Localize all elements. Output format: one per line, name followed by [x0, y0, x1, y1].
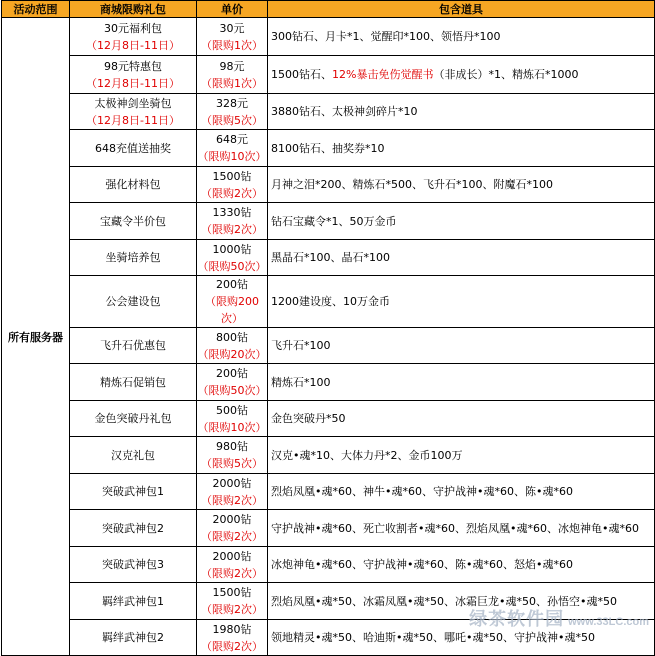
pack-name: 30元福利包	[104, 21, 162, 35]
pack-name: 突破武神包3	[102, 558, 164, 571]
pack-name-cell	[70, 364, 197, 401]
price-value: 1500钻	[212, 169, 252, 183]
items-cell	[268, 276, 655, 328]
items-text: （非成长）*1、精炼石*1000	[433, 68, 579, 81]
price-value: 800钻	[216, 330, 248, 344]
pack-name-cell	[70, 203, 197, 240]
price-value: 1500钻	[212, 586, 252, 599]
purchase-limit: （限购10次）	[197, 150, 267, 163]
table-row	[2, 364, 655, 401]
pack-name-cell	[70, 474, 197, 510]
table-row	[2, 510, 655, 547]
price-value: 98元	[219, 59, 245, 73]
purchase-limit: （限购2次）	[201, 223, 263, 236]
price-cell	[197, 510, 268, 547]
pack-name: 公会建设包	[105, 295, 161, 308]
purchase-limit: （限购2次）	[201, 603, 263, 616]
price-cell	[197, 437, 268, 474]
pack-name-cell	[70, 437, 197, 474]
pack-name-cell	[70, 130, 197, 167]
purchase-limit: （限购1次）	[201, 38, 263, 52]
purchase-limit: （限购2次）	[201, 566, 263, 580]
watermark-main: 绿茶软件园	[469, 609, 565, 629]
price-cell	[197, 401, 268, 437]
items-text: 领地精灵•魂*50、哈迪斯•魂*50、哪吒•魂*50、守护战神•魂*50	[271, 631, 595, 644]
items-cell	[268, 547, 655, 583]
header-items: 包含道具	[268, 1, 655, 18]
pack-name: 宝藏令半价包	[100, 214, 166, 228]
pack-name-cell	[70, 94, 197, 130]
price-value: 328元	[216, 96, 248, 110]
items-text: 烈焰凤凰•魂*50、冰霜凤凰•魂*50、冰霜巨龙•魂*50、孙悟空•魂*50	[271, 594, 617, 608]
table-row	[2, 130, 655, 167]
items-text: 1500钻石、	[271, 68, 332, 81]
price-cell	[197, 167, 268, 203]
items-text: 12%暴击免伤觉醒书	[332, 68, 434, 81]
header-row	[2, 1, 655, 18]
price-cell	[197, 583, 268, 620]
items-cell	[268, 240, 655, 276]
purchase-limit: （限购20次）	[197, 347, 267, 361]
price-value: 2000钻	[212, 476, 252, 490]
price-value: 1330钻	[212, 206, 252, 219]
items-cell	[268, 167, 655, 203]
price-cell	[197, 474, 268, 510]
price-value: 200钻	[216, 367, 248, 380]
price-value: 1000钻	[212, 242, 252, 256]
price-cell	[197, 18, 268, 56]
items-cell	[268, 510, 655, 547]
header-price: 单价	[197, 1, 268, 18]
pack-name-cell	[70, 547, 197, 583]
items-text: 1200建设度、10万金币	[271, 295, 390, 308]
items-text: 300钻石、月卡*1、觉醒印*100、领悟丹*100	[271, 30, 501, 43]
region-cell: 所有服务器	[2, 18, 70, 656]
table-row	[2, 56, 655, 94]
pack-name-cell	[70, 18, 197, 56]
table-row	[2, 276, 655, 328]
price-cell	[197, 364, 268, 401]
pack-date: （12月8日-11日）	[86, 38, 180, 52]
items-cell	[268, 328, 655, 364]
table-row	[2, 240, 655, 276]
purchase-limit: （限购2次）	[201, 493, 263, 507]
gift-pack-table	[1, 0, 655, 656]
price-cell	[197, 203, 268, 240]
items-text: 烈焰凤凰•魂*60、神牛•魂*60、守护战神•魂*60、陈•魂*60	[271, 485, 573, 498]
price-value: 500钻	[216, 403, 248, 417]
table-row	[2, 167, 655, 203]
items-text: 黑晶石*100、晶石*100	[271, 251, 390, 264]
pack-name-cell	[70, 240, 197, 276]
pack-date: （12月8日-11日）	[86, 113, 180, 127]
pack-name-cell	[70, 167, 197, 203]
pack-name: 精炼石促销包	[100, 375, 166, 389]
watermark	[469, 605, 649, 631]
purchase-limit: （限购2次）	[201, 639, 263, 653]
items-text: 守护战神•魂*60、死亡收割者•魂*60、烈焰凤凰•魂*60、冰炮神龟•魂*60	[271, 521, 639, 535]
header-region: 活动范围	[2, 1, 70, 18]
price-value: 2000钻	[212, 513, 252, 526]
purchase-limit: （限购2次）	[201, 530, 263, 543]
table-row	[2, 328, 655, 364]
purchase-limit: （限购10次）	[197, 420, 267, 434]
price-value: 2000钻	[212, 549, 252, 563]
price-cell	[197, 240, 268, 276]
purchase-limit: （限购2次）	[201, 186, 263, 200]
items-cell	[268, 56, 655, 94]
price-value: 200钻	[216, 278, 248, 291]
items-text: 3880钻石、太极神剑碎片*10	[271, 105, 418, 118]
pack-name: 强化材料包	[105, 178, 161, 191]
items-cell	[268, 203, 655, 240]
items-cell	[268, 474, 655, 510]
pack-name: 羁绊武神包2	[102, 631, 164, 644]
pack-name: 飞升石优惠包	[100, 339, 166, 352]
items-text: 月神之泪*200、精炼石*500、飞升石*100、附魔石*100	[271, 178, 553, 191]
items-cell	[268, 401, 655, 437]
table-row	[2, 547, 655, 583]
items-text: 冰炮神龟•魂*60、守护战神•魂*60、陈•魂*60、怒焰•魂*60	[271, 558, 573, 571]
price-value: 30元	[219, 21, 245, 35]
pack-name: 坐骑培养包	[105, 251, 161, 264]
table-row	[2, 474, 655, 510]
items-cell	[268, 437, 655, 474]
pack-name: 648充值送抽奖	[95, 141, 171, 155]
pack-name: 突破武神包2	[102, 521, 164, 535]
price-cell	[197, 94, 268, 130]
pack-name-cell	[70, 276, 197, 328]
pack-name-cell	[70, 620, 197, 656]
price-cell	[197, 547, 268, 583]
table-row	[2, 437, 655, 474]
price-cell	[197, 276, 268, 328]
pack-name: 汉克礼包	[111, 448, 155, 462]
table-row	[2, 401, 655, 437]
price-cell	[197, 56, 268, 94]
pack-name: 羁绊武神包1	[102, 594, 164, 608]
table-row	[2, 18, 655, 56]
purchase-limit: （限购50次）	[197, 384, 267, 397]
purchase-limit: （限购200次）	[205, 295, 259, 325]
pack-name: 太极神剑坐骑包	[94, 96, 172, 110]
price-value: 1980钻	[212, 622, 252, 636]
items-cell	[268, 18, 655, 56]
price-cell	[197, 620, 268, 656]
pack-name: 98元特惠包	[104, 59, 162, 73]
price-value: 980钻	[216, 440, 248, 453]
pack-name: 金色突破丹礼包	[94, 412, 172, 425]
pack-name-cell	[70, 401, 197, 437]
purchase-limit: （限购50次）	[197, 259, 267, 273]
purchase-limit: （限购1次）	[201, 76, 263, 90]
items-text: 飞升石*100	[271, 339, 331, 352]
items-text: 汉克•魂*10、大体力丹*2、金币100万	[271, 448, 463, 462]
header-pack-name: 商城限购礼包	[70, 1, 197, 18]
pack-name-cell	[70, 510, 197, 547]
price-cell	[197, 130, 268, 167]
table-row	[2, 203, 655, 240]
purchase-limit: （限购5次）	[201, 113, 263, 127]
purchase-limit: （限购5次）	[201, 457, 263, 470]
items-text: 钻石宝藏令*1、50万金币	[271, 214, 397, 228]
pack-name-cell	[70, 328, 197, 364]
pack-name: 突破武神包1	[102, 485, 164, 498]
items-cell	[268, 130, 655, 167]
items-cell	[268, 364, 655, 401]
items-text: 8100钻石、抽奖券*10	[271, 141, 385, 155]
price-value: 648元	[216, 133, 248, 146]
items-text: 精炼石*100	[271, 375, 331, 389]
items-text: 金色突破丹*50	[271, 412, 346, 425]
pack-name-cell	[70, 583, 197, 620]
pack-date: （12月8日-11日）	[86, 76, 180, 90]
watermark-sub: www.33LC.com	[568, 616, 649, 628]
price-cell	[197, 328, 268, 364]
items-cell	[268, 94, 655, 130]
pack-name-cell	[70, 56, 197, 94]
table-row	[2, 94, 655, 130]
